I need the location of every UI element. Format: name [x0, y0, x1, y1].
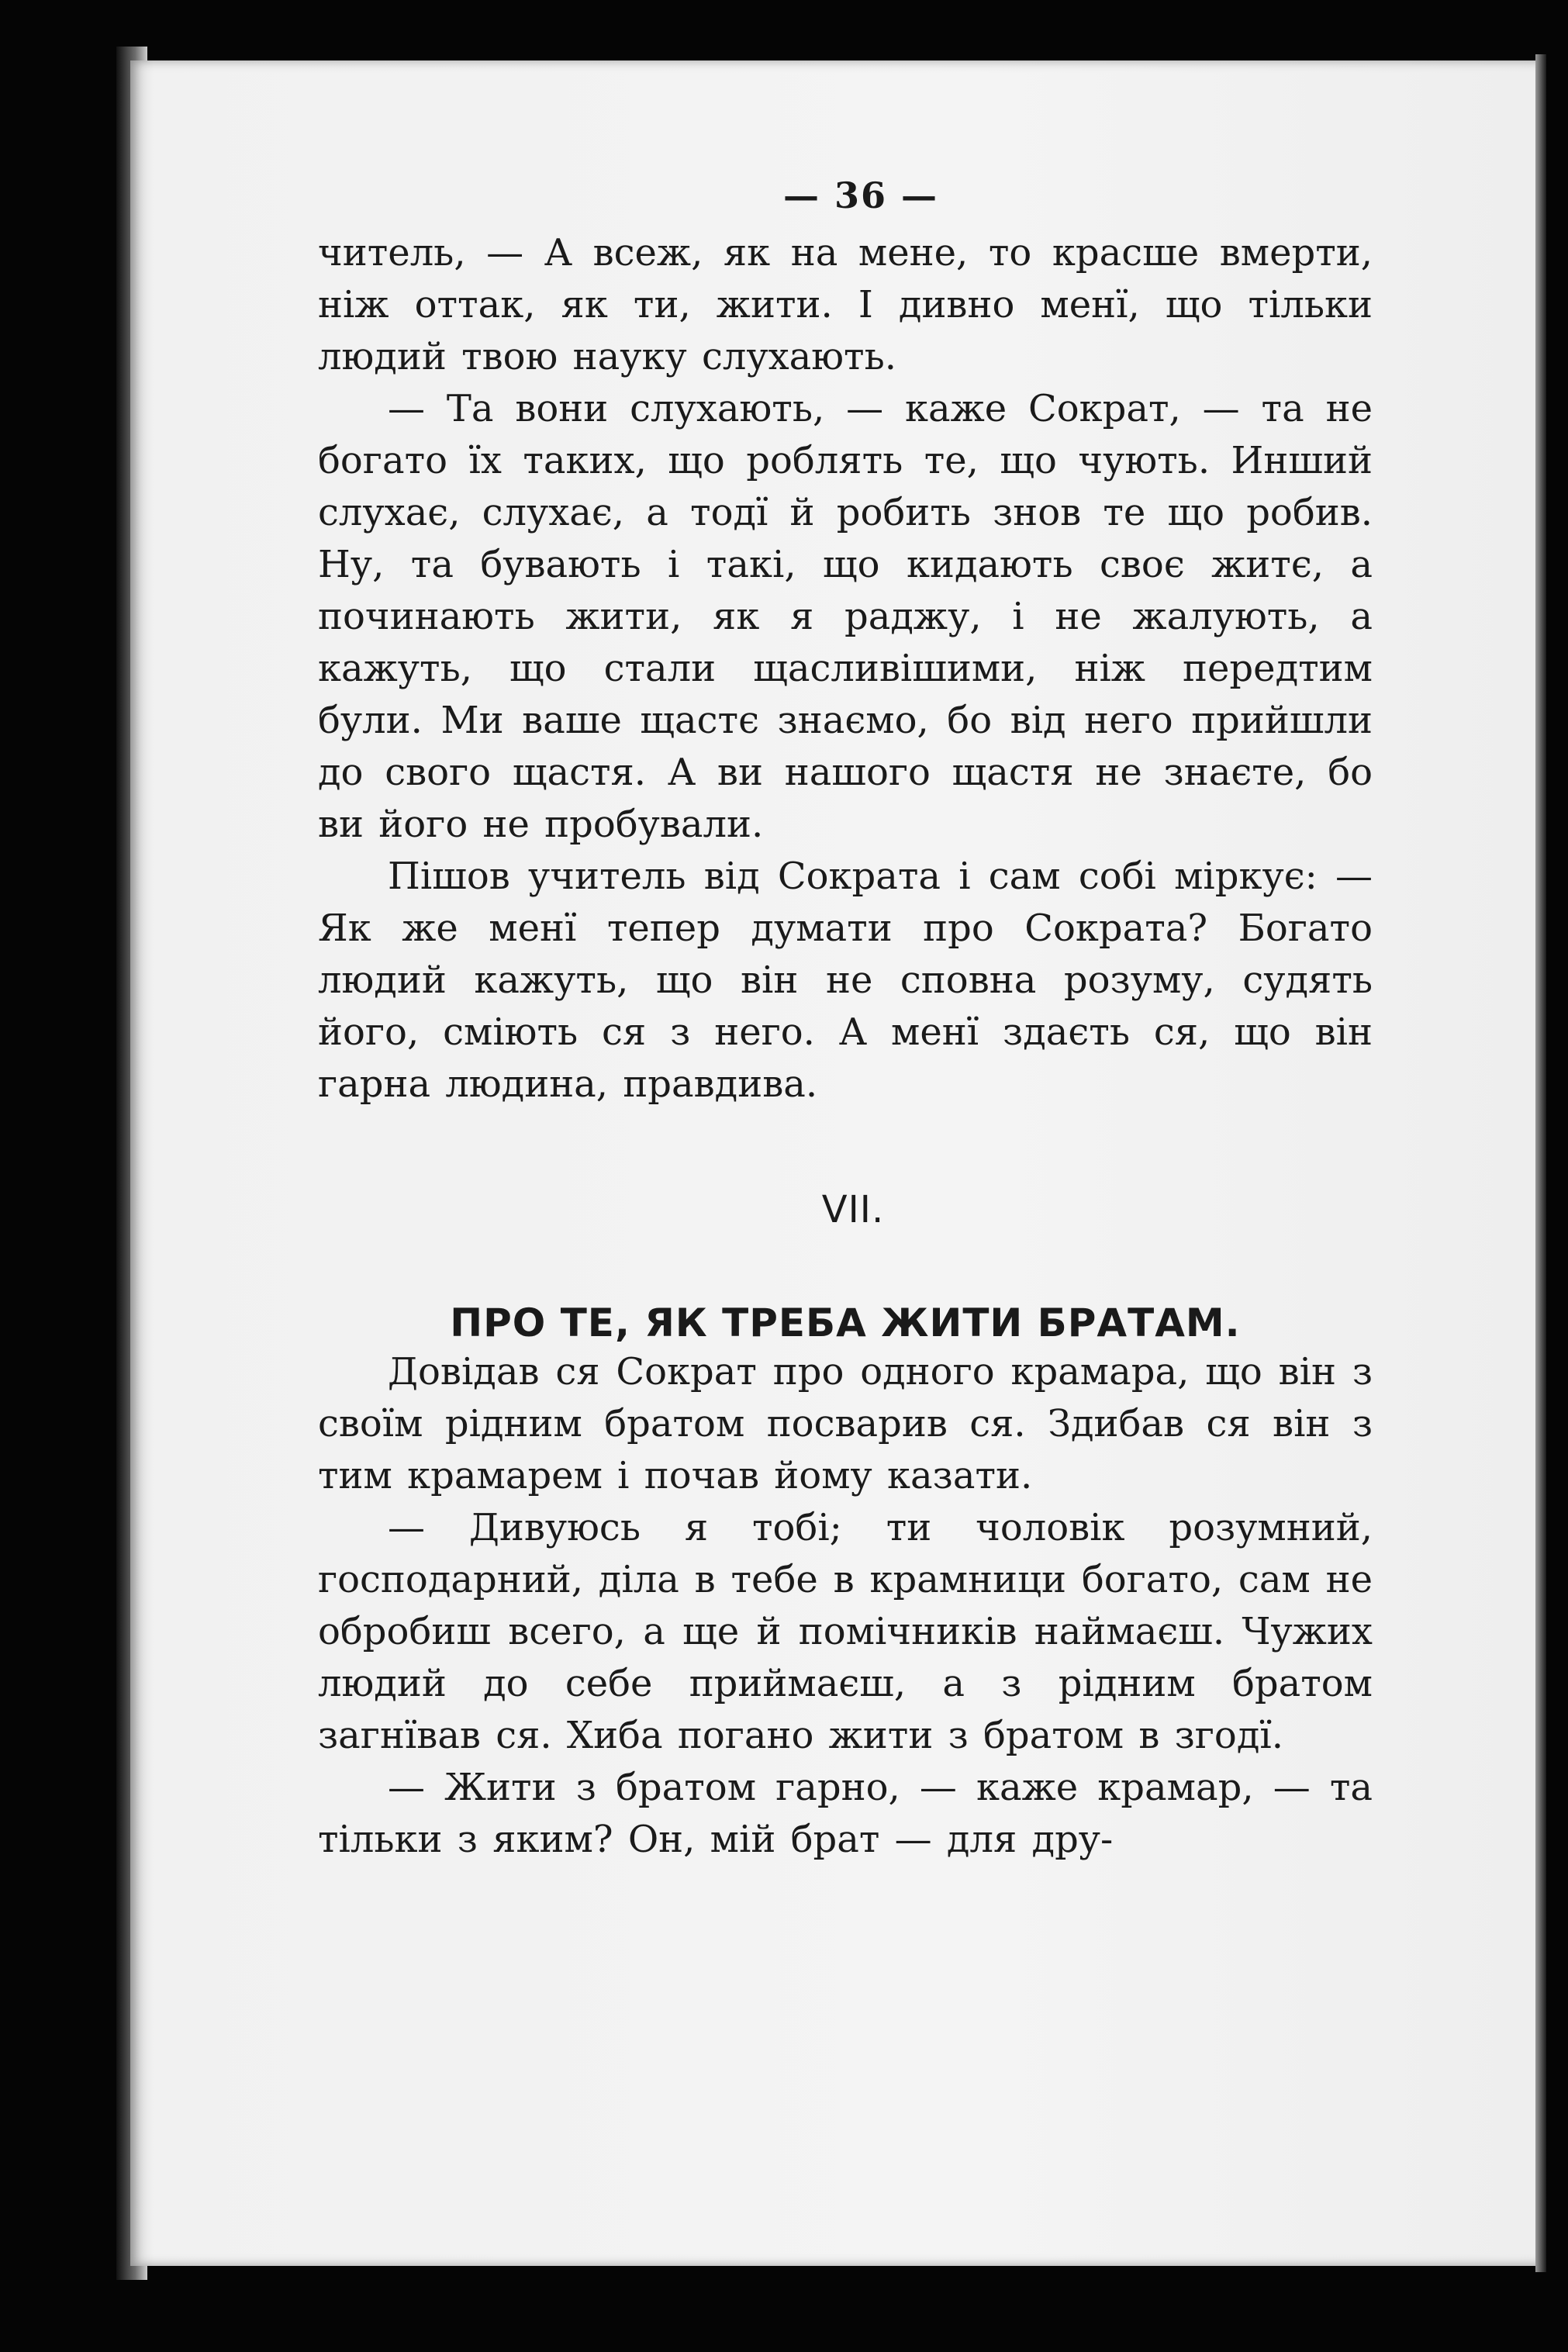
- section-title: ПРО ТЕ, ЯК ТРЕБА ЖИТИ БРАТАМ.: [450, 1300, 1241, 1345]
- paragraph-continuation: читель, — А всеж, як на мене, то красше вмерти, ніж оттак, як ти, жити. І дивно менї, що тільки людий твою науку слухають.: [318, 231, 1373, 378]
- paragraph-socrates-speech: — Дивуюсь я тобі; ти чоловік розумний, господарний, діла в тебе в крамници богато, сам не обробиш всего, а ще й помічників наймаєш. Чужих людий до себе приймаєш, а з рідним братом загнївав ся. Хиба погано жити з братом в згодї.: [318, 1506, 1373, 1757]
- section-number: VII.: [821, 1188, 885, 1231]
- page-right-edge: [1535, 54, 1546, 2272]
- page-content: [318, 174, 1373, 1866]
- paragraph-merchant-intro: Довідав ся Сократ про одного крамара, що він з своїм рідним братом посварив ся. Здибав ся він з тим крамарем і почав йому казати.: [318, 1350, 1373, 1497]
- paragraph-teacher-thoughts: Пішов учитель від Сократа і сам собі міркує: — Як же менї тепер думати про Сократа? Богато людий кажуть, що він не сповна розуму, судять його, сміють ся з него. А менї здаєть ся, що він гарна людина, правдива.: [318, 855, 1373, 1106]
- page-number: — 36 —: [782, 174, 939, 216]
- paragraph-merchant-reply: — Жити з братом гарно, — каже крамар, — та тільки з яким? Он, мій брат — для дру-: [318, 1766, 1373, 1861]
- paragraph-socrates-reply: — Та вони слухають, — каже Сократ, — та не богато їх таких, що роблять те, що чують. Инший слухає, слухає, а тодї й робить знов те що робив. Ну, та бувають і такі, що кидають своє житє, а починають жити, як я раджу, і не жалують, а кажуть, що стали щасливішими, ніж передтим були. Ми ваше щастє знаємо, бо від него прийшли до свого щастя. А ви нашого щастя не знаєте, бо ви його не пробували.: [318, 387, 1373, 846]
